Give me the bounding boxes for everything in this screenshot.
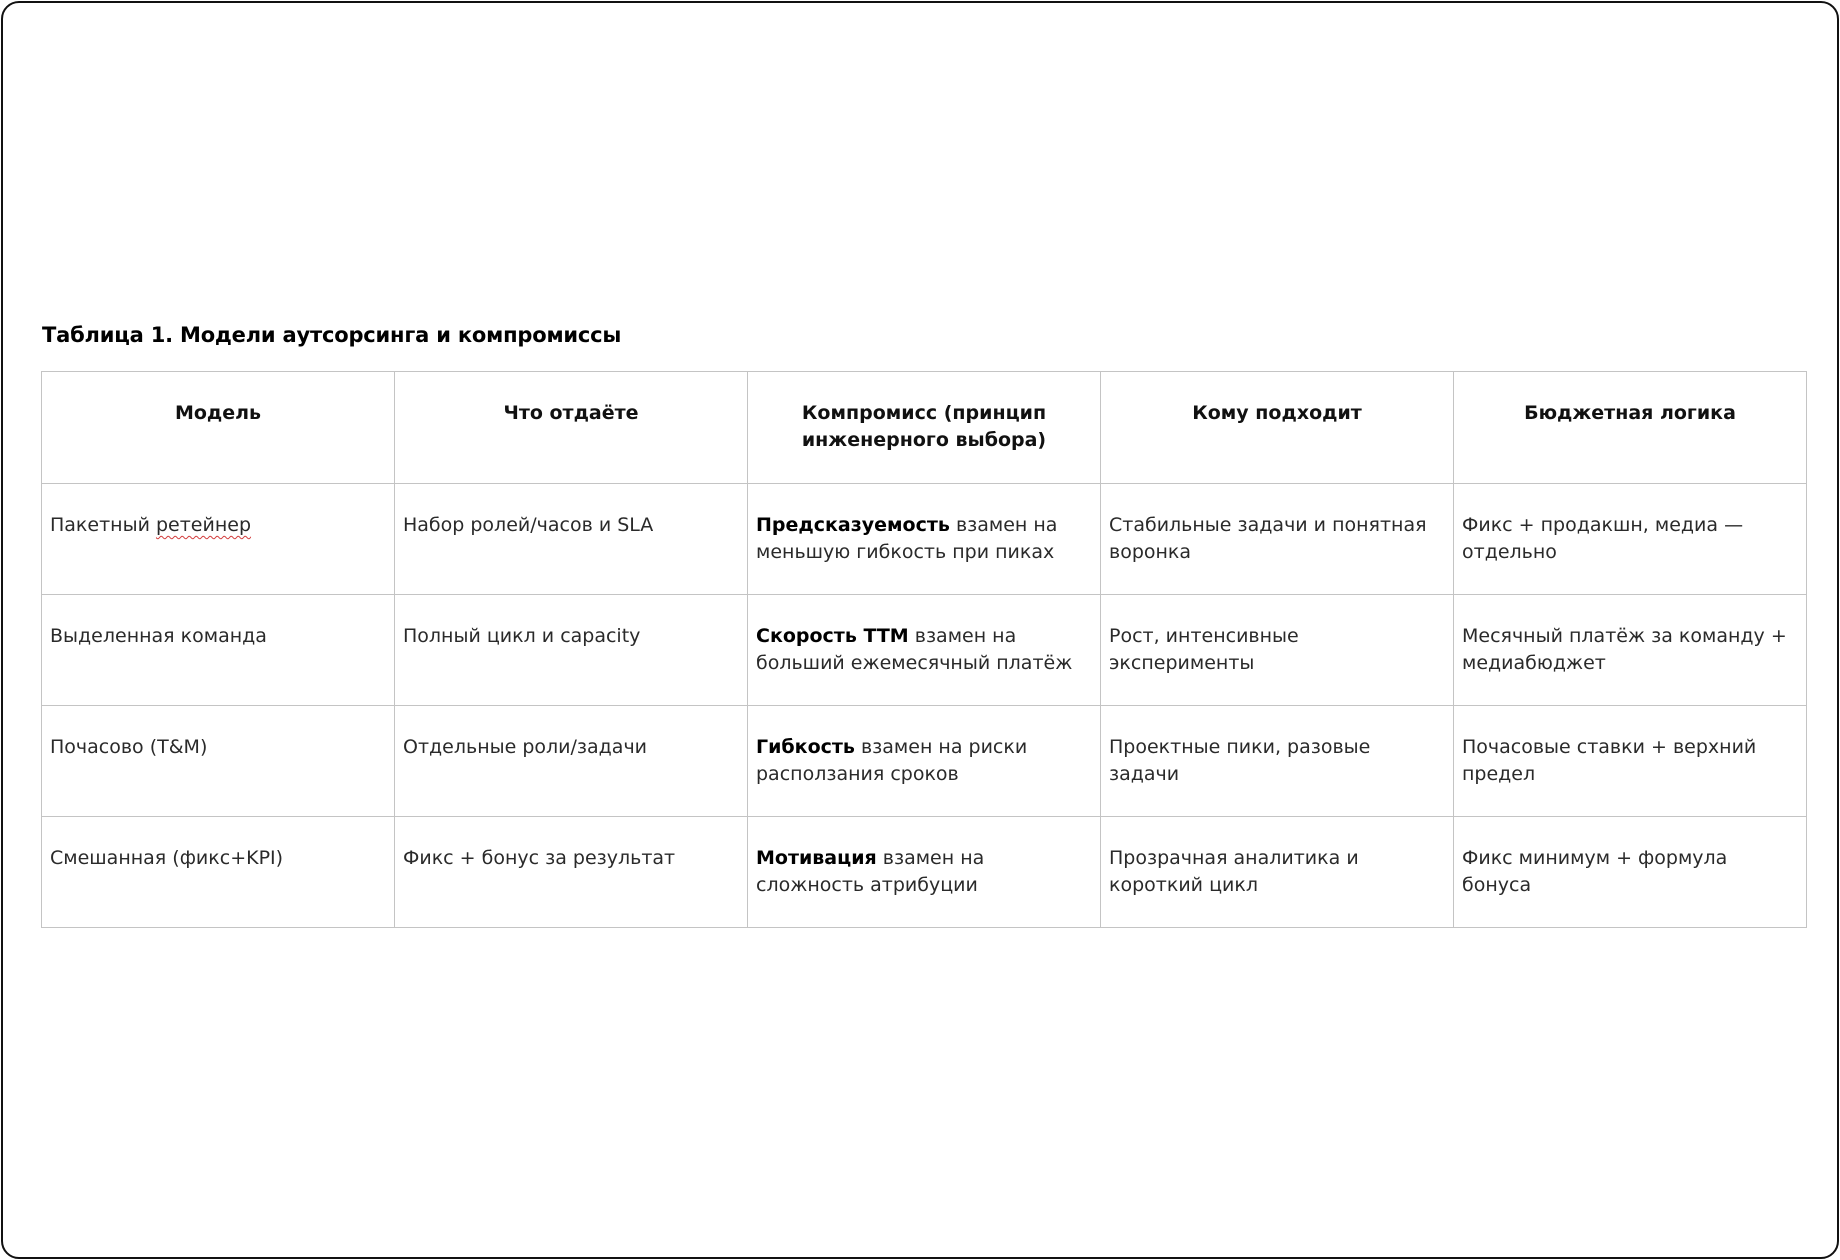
cell-what-you-give[interactable]: Полный цикл и capacity [395,595,748,706]
cell-who-fits[interactable]: Стабильные задачи и понятная воронка [1101,484,1454,595]
cell-what-you-give[interactable]: Фикс + бонус за результат [395,817,748,928]
table-header-row [42,372,1807,484]
cell-tradeoff[interactable] [748,817,1101,928]
cell-budget-logic[interactable]: Месячный платёж за команду + медиабюджет [1454,595,1807,706]
document-body [41,323,1807,928]
cell-who-fits[interactable]: Рост, интенсивные эксперименты [1101,595,1454,706]
cell-model[interactable]: Выделенная команда [42,595,395,706]
header-budget-logic: Бюджетная логика [1454,372,1807,484]
cell-tradeoff[interactable] [748,484,1101,595]
table-row [42,484,1807,595]
cell-budget-logic[interactable]: Почасовые ставки + верхний предел [1454,706,1807,817]
cell-budget-logic[interactable]: Фикс + продакшн, медиа — отдельно [1454,484,1807,595]
tradeoff-highlight: Предсказуемость [756,514,950,536]
cell-what-you-give[interactable]: Отдельные роли/задачи [395,706,748,817]
cell-what-you-give[interactable]: Набор ролей/часов и SLA [395,484,748,595]
header-what-you-give: Что отдаёте [395,372,748,484]
cell-model[interactable]: Смешанная (фикс+KPI) [42,817,395,928]
cell-tradeoff[interactable] [748,595,1101,706]
table-row [42,706,1807,817]
cell-who-fits[interactable]: Прозрачная аналитика и короткий цикл [1101,817,1454,928]
tradeoff-highlight: Мотивация [756,847,877,869]
header-tradeoff: Компромисс (принцип инженерного выбора) [748,372,1101,484]
cell-model[interactable]: Почасово (T&M) [42,706,395,817]
outsourcing-models-table [41,371,1807,928]
cell-tradeoff[interactable] [748,706,1101,817]
model-text: Пакетный [50,514,156,536]
tradeoff-text: взамен на сложность атрибуции [756,847,985,896]
header-model: Модель [42,372,395,484]
misspelled-word[interactable]: ретейнер [155,514,252,536]
tradeoff-text: взамен на риски расползания сроков [756,736,1028,785]
tradeoff-highlight: Гибкость [756,736,855,758]
table-row [42,595,1807,706]
tradeoff-text: взамен на меньшую гибкость при пиках [756,514,1058,563]
tradeoff-highlight: Скорость TTM [756,625,909,647]
window-frame [1,1,1839,1259]
cell-budget-logic[interactable]: Фикс минимум + формула бонуса [1454,817,1807,928]
table-row [42,817,1807,928]
table-caption: Таблица 1. Модели аутсорсинга и компромиссы [42,323,622,347]
cell-model[interactable] [42,484,395,595]
header-who-fits: Кому подходит [1101,372,1454,484]
tradeoff-text: взамен на больший ежемесячный платёж [756,625,1073,674]
cell-who-fits[interactable]: Проектные пики, разовые задачи [1101,706,1454,817]
